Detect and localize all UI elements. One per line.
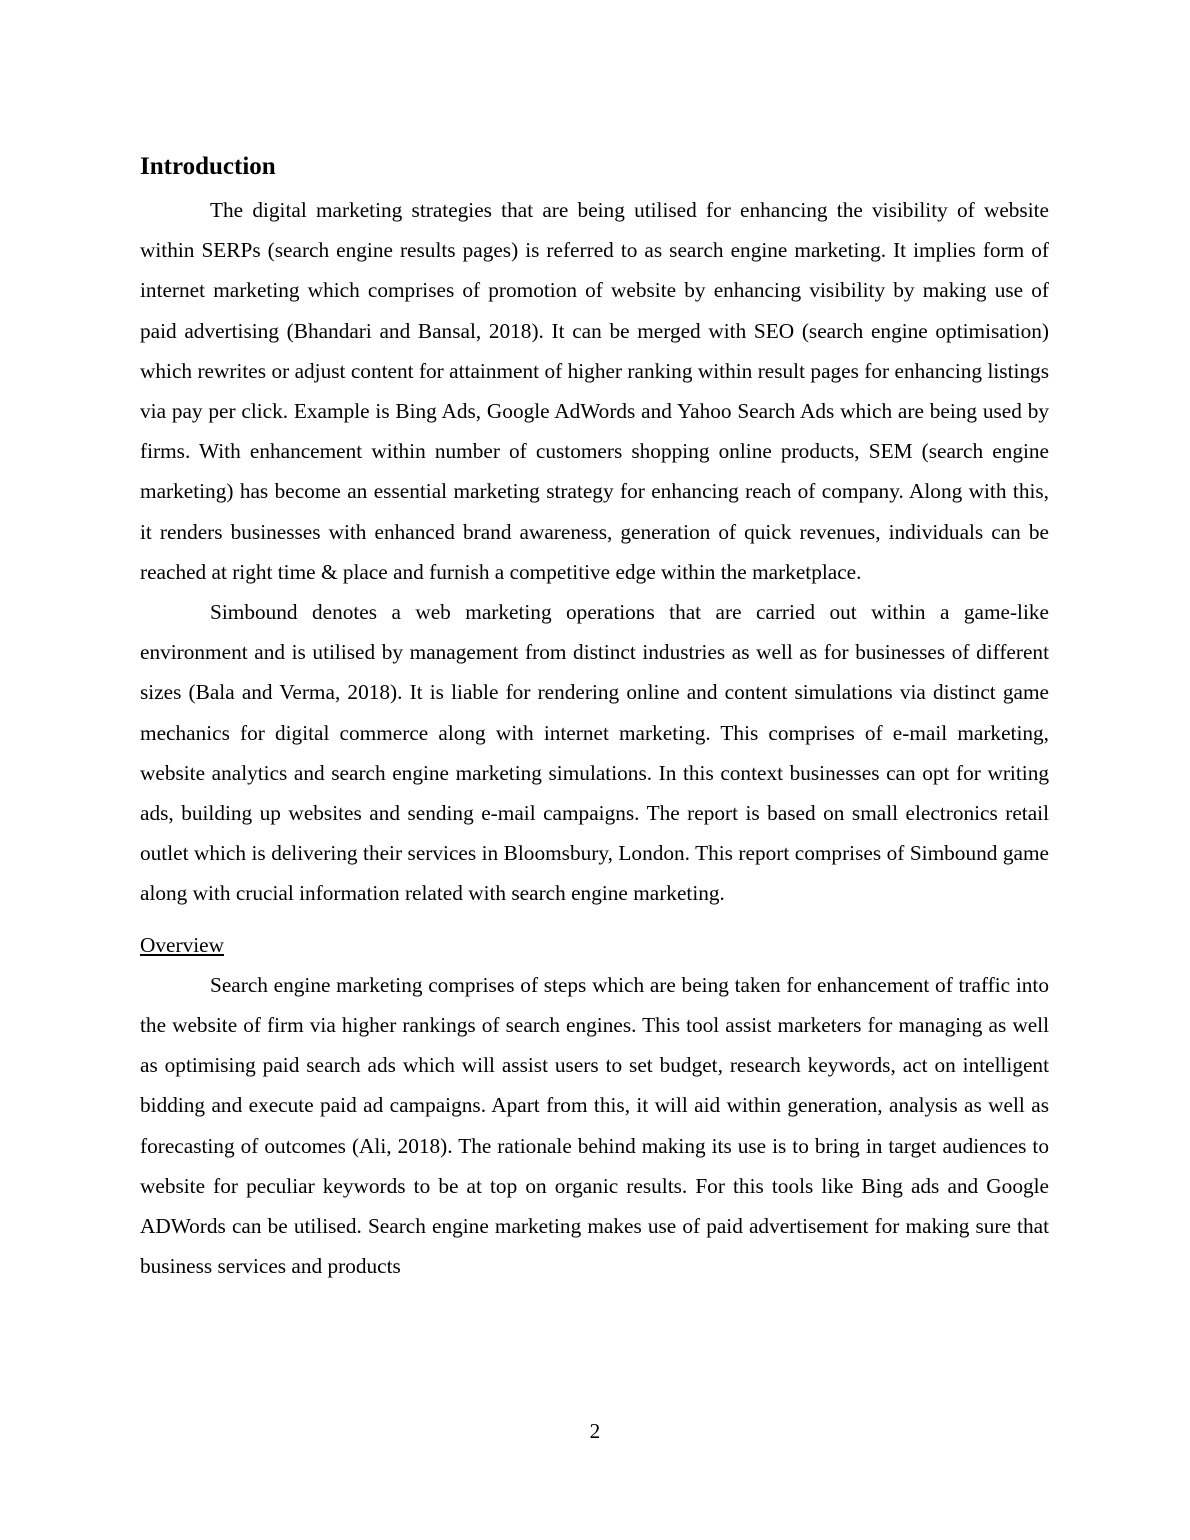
overview-paragraph: Search engine marketing comprises of steps which are being taken for enhancement of traffic into the website of firm via higher rankings of search engines. This tool assist marketers for managing as well as optimising paid search ads which will assist users to set budget, research keywords, act on intelligent bidding and execute paid ad campaigns. Apart from this, it will aid within generation, analysis as well as forecasting of outcomes (Ali, 2018). The rationale behind making its use is to bring in target audiences to website for peculiar keywords to be at top on organic results. For this tools like Bing ads and Google ADWords can be utilised. Search engine marketing makes use of paid advertisement for making sure that business services and products [140, 972, 1049, 1279]
section-heading-introduction: Introduction [140, 153, 276, 180]
subheading-overview: Overview [140, 932, 224, 957]
page-number: 2 [589, 1419, 601, 1443]
intro-paragraph-1: The digital marketing strategies that are being utilised for enhancing the visibility of website within SERPs (search engine results pages) is referred to as search engine marketing. It implies form of internet marketing which comprises of promotion of website by enhancing visibility by making use of paid advertising (Bhandari and Bansal, 2018). It can be merged with SEO (search engine optimisation) which rewrites or adjust content for attainment of higher ranking within result pages for enhancing listings via pay per click. Example is Bing Ads, Google AdWords and Yahoo Search Ads which are being used by firms. With enhancement within number of customers shopping online products, SEM (search engine marketing) has become an essential marketing strategy for enhancing reach of company. Along with this, it renders businesses with enhanced brand awareness, generation of quick revenues, individuals can be reached at right time & place and furnish a competitive edge within the marketplace. [140, 198, 1049, 584]
intro-paragraph-2: Simbound denotes a web marketing operations that are carried out within a game-like environment and is utilised by management from distinct industries as well as for businesses of different sizes (Bala and Verma, 2018). It is liable for rendering online and content simulations via distinct game mechanics for digital commerce along with internet marketing. This comprises of e-mail marketing, website analytics and search engine marketing simulations. In this context businesses can opt for writing ads, building up websites and sending e-mail campaigns. The report is based on small electronics retail outlet which is delivering their services in Bloomsbury, London. This report comprises of Simbound game along with crucial information related with search engine marketing. [140, 600, 1049, 906]
page-content [140, 148, 1049, 1286]
